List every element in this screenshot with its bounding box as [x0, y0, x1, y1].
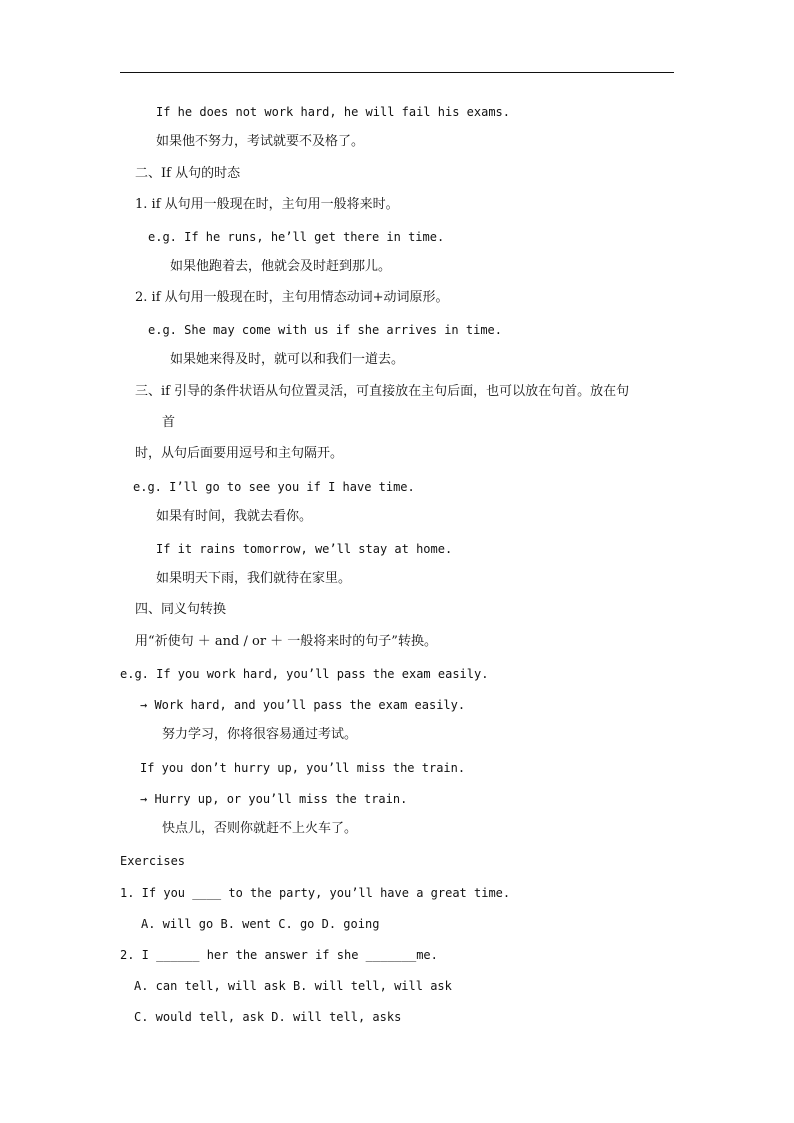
exercise-options: C. would tell, ask D. will tell, asks: [134, 1010, 402, 1024]
exercises-heading: Exercises: [120, 854, 186, 868]
section-heading: 三、if 引导的条件状语从句位置灵活，可直接放在主句后面，也可以放在句首。放在句: [135, 384, 630, 399]
example-sentence: If you don’t hurry up, you’ll miss the train.: [140, 761, 466, 775]
section-heading: 四、同义句转换: [135, 602, 227, 617]
section-heading: 二、If 从句的时态: [135, 166, 241, 181]
paragraph-text: 时，从句后面要用逗号和主句隔开。: [135, 446, 344, 461]
rule-item: 1. if 从句用一般现在时，主句用一般将来时。: [135, 197, 399, 212]
translation: 如果他不努力，考试就要不及格了。: [156, 134, 365, 149]
example-sentence: If he does not work hard, he will fail his exams.: [156, 105, 511, 119]
exercise-options: A. will go B. went C. go D. going: [141, 917, 380, 931]
example-sentence: e.g. She may come with us if she arrives in time.: [148, 323, 503, 337]
example-sentence: e.g. If you work hard, you’ll pass the exam easily.: [120, 667, 489, 681]
translation: 如果有时间，我就去看你。: [156, 509, 313, 524]
translation: 如果她来得及时，就可以和我们一道去。: [170, 352, 405, 367]
example-sentence: If it rains tomorrow, we’ll stay at home.: [156, 542, 453, 556]
translation: 努力学习，你将很容易通过考试。: [162, 727, 358, 742]
translation: 快点儿，否则你就赶不上火车了。: [162, 821, 358, 836]
rule-item: 2. if 从句用一般现在时，主句用情态动词+动词原形。: [135, 290, 449, 305]
example-sentence: e.g. If he runs, he’ll get there in time.: [148, 230, 445, 244]
exercise-options: A. can tell, will ask B. will tell, will ask: [134, 979, 452, 993]
translation: 如果他跑着去，他就会及时赶到那儿。: [170, 259, 392, 274]
header-rule: [120, 72, 674, 73]
translation: 如果明天下雨，我们就待在家里。: [156, 571, 352, 586]
example-sentence: e.g. I’ll go to see you if I have time.: [133, 480, 415, 494]
paragraph-text: 用“祈使句 ＋ and / or ＋ 一般将来时的句子”转换。: [135, 634, 437, 649]
exercise-question: 1. If you ____ to the party, you’ll have a great time.: [120, 886, 511, 900]
section-heading-continued: 首: [162, 415, 176, 430]
converted-sentence: → Hurry up, or you’ll miss the train.: [140, 792, 408, 806]
exercise-question: 2. I ______ her the answer if she _______me.: [120, 948, 438, 962]
converted-sentence: → Work hard, and you’ll pass the exam easily.: [140, 698, 466, 712]
